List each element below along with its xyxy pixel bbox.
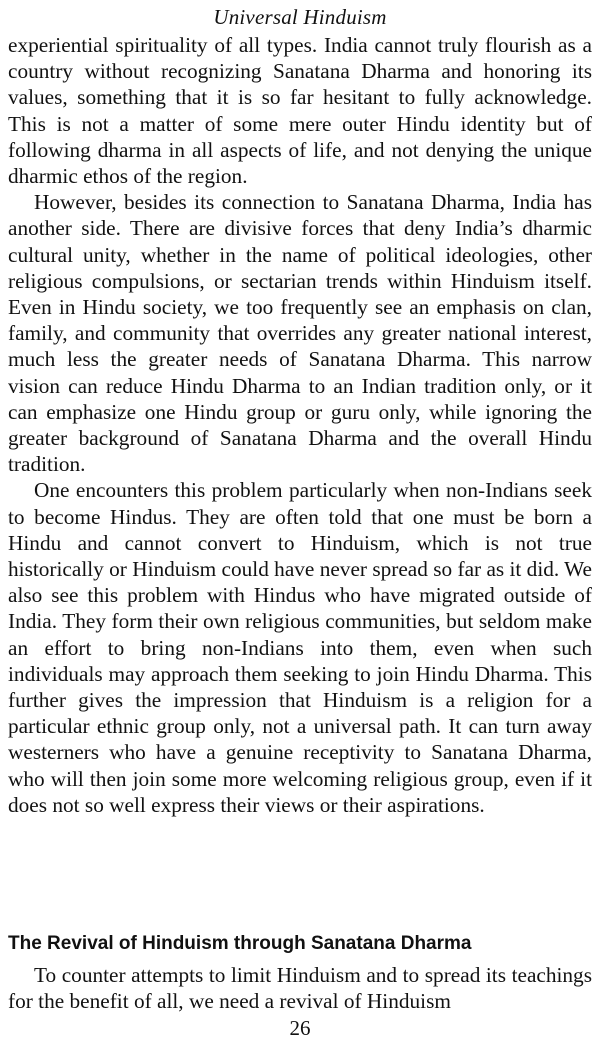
section-heading: The Revival of Hinduism through Sanatana Dharma <box>8 933 472 954</box>
page-number: 26 <box>289 1016 311 1040</box>
paragraph-divisive-forces: However, besides its connection to Sanatana Dharma, India has another side. There are divisive forces that deny India’s dharmic cultural unity, whether in the name of political ideologies, other religious compulsions, or sectarian trends within Hinduism itself. Even in Hindu society, we too frequently see an emphasis on clan, family, and community that overrides any greater national interest, much less the greater needs of Sanatana Dharma. This narrow vision can reduce Hindu Dharma to an Indian tradition only, or it can emphasize one Hindu group or guru only, while ignoring the greater background of Sanatana Dharma and the overall Hindu tradition. <box>8 190 592 477</box>
paragraph-continued: experiential spirituality of all types. India cannot truly flourish as a country without recognizing Sanatana Dharma and honoring its values, something that it is so far hesitant to fully acknowledge. This is not a matter of some mere outer Hindu identity but of following dharma in all aspects of life, and not denying the unique dharmic ethos of the region. <box>8 33 592 189</box>
paragraph-conversion-problem: One encounters this problem particularly when non-Indians seek to become Hindus. They are often told that one must be born a Hindu and cannot convert to Hinduism, which is not true historically or Hinduism could have never spread so far as it did. We also see this problem with Hindus who have migrated outside of India. They form their own religious communities, but seldom make an effort to bring non-Indians into them, even when such individuals may approach them seeking to join Hindu Dharma. This further gives the impression that Hinduism is a religion for a particular ethnic group only, not a universal path. It can turn away westerners who have a genuine receptivity to Sanatana Dharma, who will then join some more welcoming religious group, even if it does not so well express their views or their aspirations. <box>8 478 593 817</box>
main-text-block <box>8 32 592 818</box>
running-head-title: Universal Hinduism <box>213 5 387 29</box>
section-opening-paragraph: To counter attempts to limit Hinduism and to spread its teachings for the benefit of all, we need a revival of Hinduism <box>8 963 592 1014</box>
